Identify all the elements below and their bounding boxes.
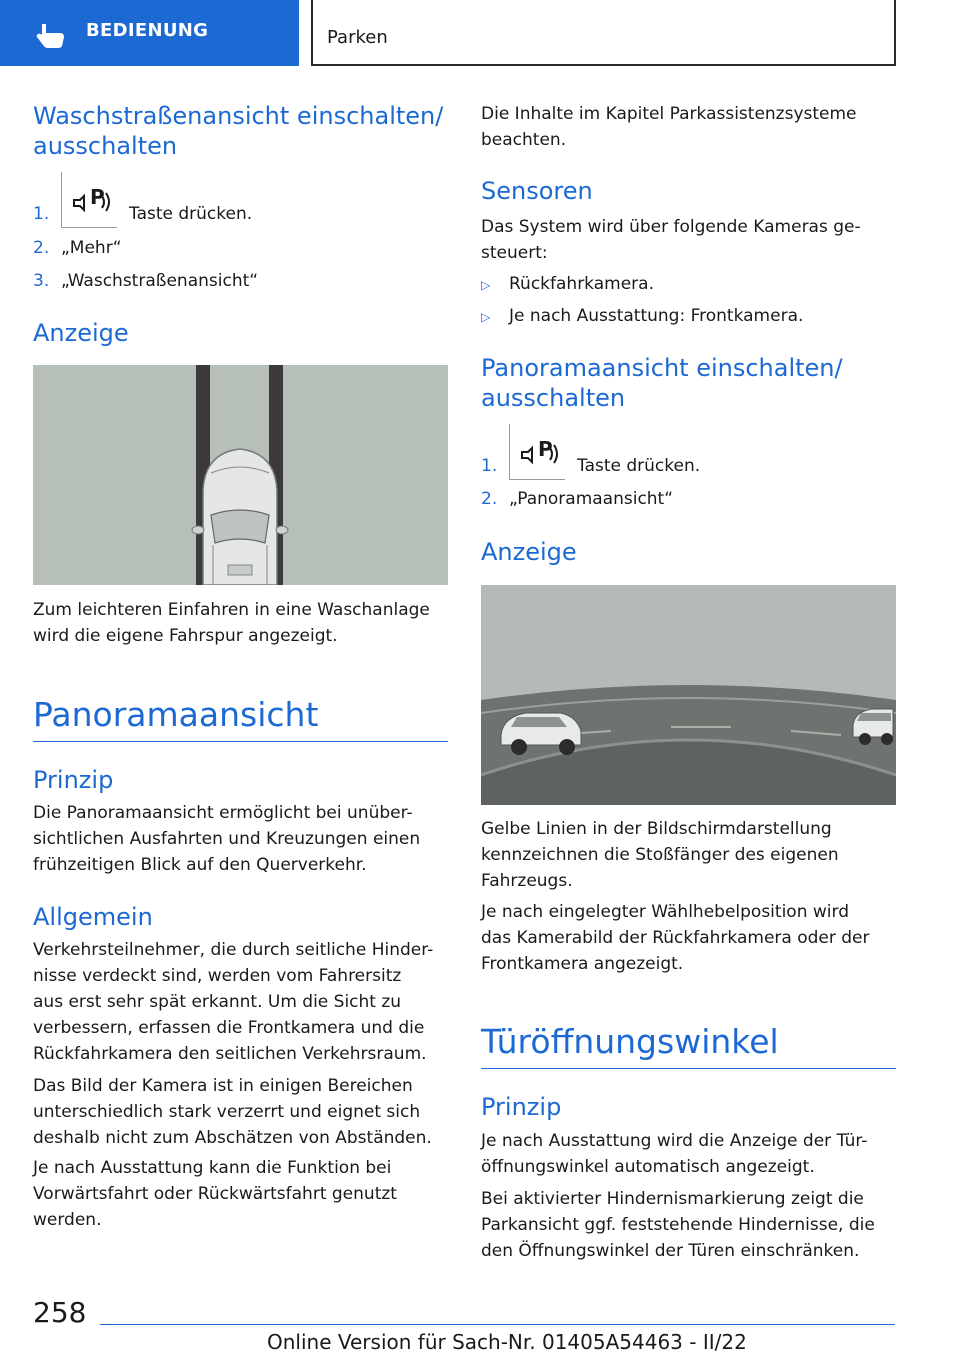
page-header [0, 0, 960, 66]
caption-line: Zum leichteren Einfahren in eine Waschanlage [33, 600, 430, 620]
step-number: 2. [33, 238, 50, 258]
hand-pointer-icon [30, 20, 70, 50]
text-line: Je nach eingelegter Wählhebelposition wird [481, 902, 849, 922]
wash-view-heading-line1: Waschstraßenansicht einschalten/ [33, 102, 444, 130]
text-line: Verkehrsteilnehmer, die durch seitliche Hinder- [33, 940, 434, 960]
online-version-note: Online Version für Sach-Nr. 01405A54463 - II/22 [267, 1330, 747, 1354]
text-line: Bei aktivierter Hindernismarkierung zeigt die [481, 1189, 864, 1209]
section-rule [481, 1068, 896, 1069]
text-line: öffnungswinkel automatisch angezeigt. [481, 1157, 815, 1177]
heading-line: ausschalten [481, 384, 626, 412]
text-line: frühzeitigen Blick auf den Querverkehr. [33, 855, 367, 875]
text-line: Das System wird über folgende Kameras ge- [481, 217, 861, 237]
text-line: nisse verdeckt sind, werden vom Fahrersitz [33, 966, 402, 986]
text-line: verbessern, erfassen die Frontkamera und die [33, 1018, 425, 1038]
text-line: werden. [33, 1210, 102, 1230]
step-number: 3. [33, 271, 50, 291]
caption-line: wird die eigene Fahrspur angezeigt. [33, 626, 338, 646]
text-line: das Kamerabild der Rückfahrkamera oder der [481, 928, 870, 948]
text-line: steuert: [481, 243, 548, 263]
text-line: Die Inhalte im Kapitel Parkassistenzsysteme [481, 104, 857, 124]
chapter-tab[interactable] [311, 0, 896, 66]
step-number: 1. [481, 456, 498, 476]
step-number: 2. [481, 489, 498, 509]
step-text: Taste drücken. [129, 204, 253, 224]
text-line: Rückfahrkamera den seitlichen Verkehrsraum. [33, 1044, 427, 1064]
wash-view-heading-line2: ausschalten [33, 132, 178, 160]
intro-paragraph [481, 101, 896, 153]
park-assist-button-icon [509, 424, 565, 480]
text-line: Je nach Ausstattung kann die Funktion bei [33, 1158, 392, 1178]
door-paragraph-2 [481, 1186, 896, 1264]
wash-view-heading [33, 101, 443, 161]
footer-rule [100, 1324, 895, 1325]
display-heading: Anzeige [481, 538, 577, 566]
door-paragraph-1 [481, 1128, 896, 1180]
sensors-heading: Sensoren [481, 177, 593, 205]
general-paragraph-2 [33, 1073, 448, 1151]
text-line: kennzeichnen die Stoßfänger des eigenen [481, 845, 839, 865]
step-number: 1. [33, 204, 50, 224]
text-line: Die Panoramaansicht ermöglicht bei unüber- [33, 803, 413, 823]
text-line: beachten. [481, 130, 567, 150]
principle-paragraph [33, 800, 448, 878]
general-paragraph-1 [33, 937, 448, 1067]
svg-text:P: P [90, 185, 105, 209]
text-line: Gelbe Linien in der Bildschirmdarstellung [481, 819, 832, 839]
step-text: „Panoramaansicht“ [509, 489, 674, 509]
heading-line: Panoramaansicht einschalten/ [481, 354, 843, 382]
text-line: Je nach Ausstattung wird die Anzeige der Tür- [481, 1131, 868, 1151]
text-line: Frontkamera angezeigt. [481, 954, 684, 974]
panorama-caption-1 [481, 816, 896, 894]
sensor-item: Rückfahrkamera. [509, 274, 654, 294]
section-label: BEDIENUNG [86, 20, 209, 41]
display-heading: Anzeige [33, 319, 129, 347]
text-line: Parkansicht ggf. feststehende Hindernisse, die [481, 1215, 875, 1235]
sensors-paragraph [481, 214, 896, 266]
text-line: Vorwärtsfahrt oder Rückwärtsfahrt genutzt [33, 1184, 397, 1204]
principle-heading: Prinzip [33, 766, 114, 794]
step-text: „Mehr“ [61, 238, 122, 258]
text-line: den Öffnungswinkel der Türen einschränken. [481, 1241, 860, 1261]
text-line: unterschiedlich stark verzerrt und eignet sich [33, 1102, 421, 1122]
chapter-label: Parken [327, 27, 388, 48]
park-assist-button-icon [61, 172, 117, 228]
svg-text:P: P [538, 437, 553, 461]
panorama-toggle-heading [481, 353, 843, 413]
wash-view-figure [33, 365, 448, 585]
step-text: „Waschstraßenansicht“ [61, 271, 259, 291]
door-principle-heading: Prinzip [481, 1093, 562, 1121]
panorama-view-figure [481, 585, 896, 805]
page-number: 258 [33, 1296, 87, 1329]
section-tab[interactable] [0, 0, 299, 66]
wash-caption [33, 597, 448, 649]
general-paragraph-3 [33, 1155, 448, 1233]
panorama-title: Panoramaansicht [33, 695, 319, 734]
sensor-item: Je nach Ausstattung: Frontkamera. [509, 306, 804, 326]
door-angle-title: Türöffnungswinkel [481, 1022, 779, 1061]
bullet-triangle-icon: ▷ [481, 278, 491, 292]
step-text: Taste drücken. [577, 456, 701, 476]
text-line: aus erst sehr spät erkannt. Um die Sicht zu [33, 992, 402, 1012]
section-rule [33, 741, 448, 742]
text-line: Das Bild der Kamera ist in einigen Bereichen [33, 1076, 413, 1096]
panorama-caption-2 [481, 899, 896, 977]
text-line: Fahrzeugs. [481, 871, 573, 891]
text-line: sichtlichen Ausfahrten und Kreuzungen einen [33, 829, 421, 849]
bullet-triangle-icon: ▷ [481, 310, 491, 324]
general-heading: Allgemein [33, 903, 153, 931]
text-line: deshalb nicht zum Abschätzen von Abständen. [33, 1128, 432, 1148]
